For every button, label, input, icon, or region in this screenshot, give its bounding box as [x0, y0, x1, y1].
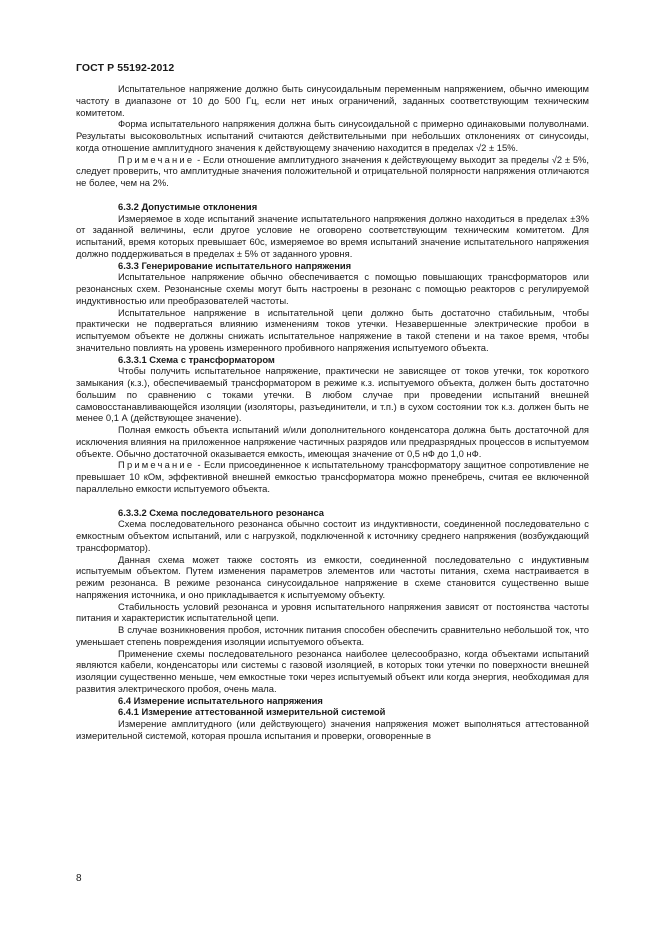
note-label: Примечание: [118, 153, 195, 165]
note-paragraph: [76, 154, 589, 189]
body-paragraph: Полная емкость объекта испытаний и/или дополнительного конденсатора должна быть достаточной для исключения влияния на приложенное напряжение частичных разрядов или предразрядных процессов в испытуемом объекте. Обычно достаточной оказывается емкость, имеющая значение от 0,5 нФ до 1,0 нФ.: [76, 424, 589, 459]
section-heading: 6.4 Измерение испытательного напряжения: [118, 694, 323, 706]
page-number: 8: [76, 873, 82, 884]
document-standard-code: ГОСТ Р 55192-2012: [76, 62, 175, 74]
note-text: - Если присоединенное к испытательному трансформатору защитное сопротивление не превышает 10 кОм, эффективной внешней емкостью трансформатора можно пренебречь, считая ее включенной параллельно емкости испытуемого объекта.: [76, 459, 589, 494]
body-paragraph: Испытательное напряжение должно быть синусоидальным переменным напряжением, обычно имеющим частоту в диапазоне от 10 до 500 Гц, если нет иных ограничений, заданных соответствующим техническим комитетом.: [76, 83, 589, 118]
body-paragraph: Измерение амплитудного (или действующего) значения напряжения может выполняться аттестованной измерительной системой, которая прошла испытания и проверки, оговоренные в: [76, 718, 589, 741]
note-label: Примечание: [118, 459, 195, 471]
document-body: [76, 83, 589, 742]
body-paragraph: Схема последовательного резонанса обычно состоит из индуктивности, соединенной последовательно с емкостным объектом испытаний, или с нагрузкой, подключенной к источнику среднего напряжения (возбуждающий трансформатор).: [76, 518, 589, 553]
body-paragraph: Форма испытательного напряжения должна быть синусоидальной с примерно одинаковыми полуволнами. Результаты высоковольтных испытаний считаются действительными при небольших отклонениях от синусоиды, когда отношение амплитудного значения к действующему значению находится в пределах √2 ± 15%.: [76, 118, 589, 153]
section-heading: 6.3.2 Допустимые отклонения: [118, 200, 258, 212]
body-paragraph: Испытательное напряжение в испытательной цепи должно быть достаточно стабильным, чтобы практически не подвергаться влиянию изменениям токов утечки. Незавершенные электрические пробои в испытуемом объекте не должны снижать испытательное напряжение в такой степени и на такое время, чтобы значительно повлиять на уровень измеренного пробивного напряжения испытуемого объекта.: [76, 306, 589, 353]
section-heading: 6.3.3.1 Схема с трансформатором: [118, 353, 275, 365]
section-heading: 6.4.1 Измерение аттестованной измерительной системой: [118, 706, 386, 718]
note-text: - Если отношение амплитудного значения к действующему выходит за пределы √2 ± 5%, следует проверить, что амплитудные значения положительной и отрицательной полярности напряжения отличаются не более, чем на 2%.: [76, 153, 590, 188]
body-paragraph: Чтобы получить испытательное напряжение, практически не зависящее от токов утечки, ток короткого замыкания (к.з.), обеспечиваемый трансформатором в режиме к.з. испытуемого объекта, должен быть достаточно большим по сравнению с токами утечки. В любом случае при проведении испытаний внешней самовосстанавливающейся изоляции (изоляторы, разъединители, и т.п.) в сухом состоянии ток к.з. должен быть не менее 0,1 А (действующее значение).: [76, 365, 589, 424]
body-paragraph: Испытательное напряжение обычно обеспечивается с помощью повышающих трансформаторов или резонансных схем. Резонансные схемы могут быть настроены в резонанс с помощью реакторов с регулируемой индуктивностью или преобразователей частоты.: [76, 271, 589, 306]
body-paragraph: Данная схема может также состоять из емкости, соединенной последовательно с индуктивным испытуемым объектом. Путем изменения параметров элементов или частоты питания, схема настраивается в режим резонанса. В режиме резонанса синусоидальное напряжение в схеме становится существенно выше напряжения источника, и оно прикладывается к испытуемому объекту.: [76, 553, 589, 600]
body-paragraph: Измеряемое в ходе испытаний значение испытательного напряжения должно находиться в пределах ±3% от заданной величины, если другое условие не оговорено соответствующим техническим комитетом. Для испытаний, время которых превышает 60с, измеряемое во время испытаний значение испытательного напряжения должно поддерживаться в пределах ± 5% от заданного уровня.: [76, 212, 589, 259]
body-paragraph: В случае возникновения пробоя, источник питания способен обеспечить сравнительно небольшой ток, что уменьшает степень повреждения изоляции испытуемого объекта.: [76, 624, 589, 647]
body-paragraph: Применение схемы последовательного резонанса наиболее целесообразно, когда объектами испытаний являются кабели, конденсаторы или системы с газовой изоляцией, в которых токи утечки по поверхности внешней изоляции существенно меньше, чем емкостные токи через испытуемый объект или когда энергия, необходимая для развития электрического пробоя, очень мала.: [76, 647, 589, 694]
note-paragraph: [76, 459, 589, 494]
section-heading: 6.3.3.2 Схема последовательного резонанса: [118, 506, 325, 518]
body-paragraph: Стабильность условий резонанса и уровня испытательного напряжения зависят от постоянства частоты питания и характеристик испытательной цепи.: [76, 600, 589, 624]
section-heading: 6.3.3 Генерирование испытательного напряжения: [118, 259, 352, 271]
